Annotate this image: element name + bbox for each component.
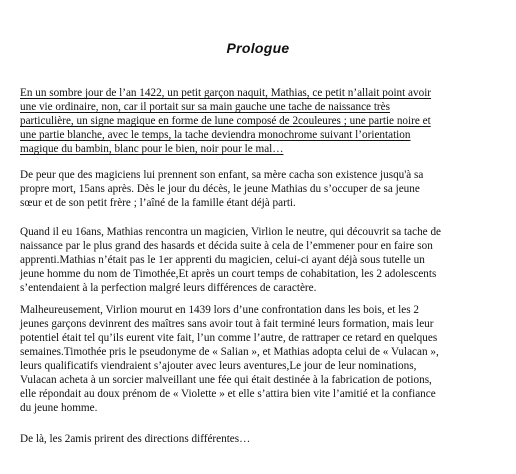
- text-line: jeune homme du nom de Timothée,Et après un court temps de cohabitation, les 2 adolescents: [20, 268, 437, 280]
- paragraph-1: [20, 86, 496, 156]
- text-line: naissance par le plus grand des hasards et décida suite à cela de l’emmener pour en faire son: [20, 240, 433, 252]
- text-line: sœur et de son petit frère ; l’aîné de la famille étant déjà parti.: [20, 197, 296, 209]
- text-line: En un sombre jour de l’an 1422, un petit garçon naquit, Mathias, ce petit n’allait point avoir: [20, 87, 432, 99]
- text-line: De là, les 2amis prirent des directions différentes…: [20, 433, 251, 445]
- page-title: Prologue: [226, 40, 290, 56]
- text-line: apprenti.Mathias n’était pas le 1er apprenti du magicien, celui-ci ayant déjà sous tutelle un: [20, 254, 425, 266]
- paragraph-2: [20, 168, 496, 210]
- text-line: une partie blanche, avec le temps, la tache deviendra monochrome suivant l’orientation: [20, 129, 411, 141]
- text-line: s’entendaient à la perfection malgré leurs différences de caractère.: [20, 282, 317, 294]
- text-line: magique du bambin, blanc pour le bien, noir pour le mal…: [20, 143, 284, 155]
- text-line: potentiel était tel qu’ils eurent vite fait, l’un comme l’autre, de rattraper ce retard en quelques: [20, 332, 438, 344]
- text-line: particulière, un signe magique en forme de lune composé de 2couleures ; une partie noire et: [20, 115, 431, 127]
- text-line: Vulacan acheta à un sorcier malveillant une fée qui était destinée à la fabrication de potions,: [20, 374, 432, 386]
- text-line: De peur que des magiciens lui prennent son enfant, sa mère cacha son existence jusqu'à sa: [20, 169, 424, 181]
- text-line: du jeune homme.: [20, 402, 98, 414]
- text-line: propre mort, 15ans après. Dès le jour du décès, le jeune Mathias du s’occuper de sa jeune: [20, 183, 420, 195]
- text-line: Quand il eu 16ans, Mathias rencontra un magicien, Virlion le neutre, qui découvrit sa tache de: [20, 226, 442, 238]
- text-line: Malheureusement, Virlion mourut en 1439 lors d’une confrontation dans les bois, et les 2: [20, 304, 419, 316]
- text-line: semaines.Timothée pris le pseudonyme de « Salian », et Mathias adopta celui de « Vulacan »,: [20, 346, 439, 358]
- text-line: jeunes garçons devinrent des maîtres sans avoir tout à fait terminé leurs formation, mais leur: [20, 318, 434, 330]
- paragraph-5: [20, 432, 496, 446]
- text-line: une vie ordinaire, non, car il portait sur sa main gauche une tache de naissance très: [20, 101, 390, 113]
- paragraph-3: [20, 225, 496, 295]
- text-line: elle répondait au doux prénom de « Violette » et elle s’attira bien vite l’amitié et la confiance: [20, 388, 436, 400]
- paragraph-4: [20, 303, 496, 415]
- text-line: leurs qualificatifs viendraient s’ajouter avec leurs aventures,Le jour de leur nominations,: [20, 360, 417, 372]
